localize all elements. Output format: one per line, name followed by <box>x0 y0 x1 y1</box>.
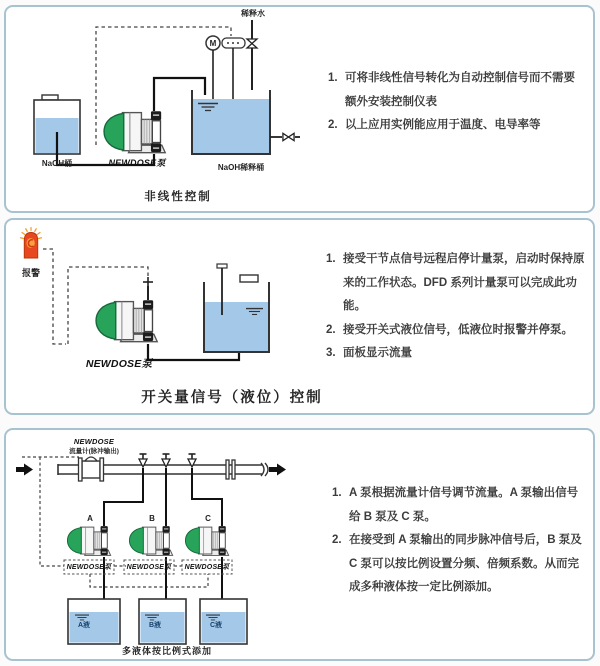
pump-a-brand-label: NEWDOSE泵 <box>66 564 112 571</box>
note-item <box>326 342 588 366</box>
panel3-caption: 多液体按比例式添加 <box>121 646 212 656</box>
note-number: 2. <box>326 323 336 336</box>
note-number: 2. <box>332 534 342 547</box>
pump-a-tag: A <box>87 514 93 523</box>
flow-out-arrow-icon <box>269 464 286 476</box>
panel-proportional-dosing <box>4 428 595 661</box>
pump-b-tag: B <box>149 514 155 523</box>
chemical-tank <box>204 275 269 352</box>
tank-c-label: C液 <box>209 622 223 629</box>
dosing-pump <box>96 300 157 341</box>
naoh-tank-label: NaOH桶 <box>41 159 73 168</box>
note-text: 可将非线性信号转化为自动控制信号而不需要额外安装控制仪表 <box>345 72 575 108</box>
pump-brand-label: NEWDOSE泵 <box>85 358 153 370</box>
transmitter-box <box>222 38 245 48</box>
panel1-caption: 非线性控制 <box>144 191 212 203</box>
outlet-valve-icon <box>283 133 294 140</box>
note-text: 面板显示流量 <box>343 347 412 360</box>
tank-a-label: A液 <box>77 622 91 629</box>
water-valve-icon <box>247 39 257 48</box>
panel3-notes <box>332 482 588 600</box>
flowmeter-signal-dashed-line <box>22 457 208 587</box>
note-item <box>326 319 588 343</box>
note-text: 接受开关式液位信号，低液位时报警并停泵。 <box>343 323 573 336</box>
pump-c-tag: C <box>205 514 211 523</box>
pump-c <box>185 526 228 555</box>
panel-level-control <box>4 218 595 415</box>
note-number: 1. <box>326 253 336 265</box>
panel2-notes <box>326 248 588 366</box>
pump-b-brand-label: NEWDOSE泵 <box>126 564 172 571</box>
flowmeter-brand-label: NEWDOSE <box>73 437 115 446</box>
note-item <box>332 529 588 600</box>
alarm-label: 报警 <box>21 268 40 278</box>
dilution-water-label: 稀释水 <box>241 9 265 18</box>
note-number: 1. <box>328 72 338 84</box>
pump-brand-label: NEWDOSE泵 <box>108 158 166 168</box>
tank-b-label: B液 <box>148 622 162 629</box>
dilution-tank <box>192 90 270 154</box>
note-number: 3. <box>326 347 336 360</box>
pump-b <box>129 526 172 555</box>
note-item <box>332 482 588 529</box>
pump-a <box>67 526 110 555</box>
note-text: 接受干节点信号远程启停计量泵，启动时保持原来的工作状态。DFD 系列计量泵可以完成此功能。 <box>343 253 585 313</box>
dilution-tank-label: NaOH稀释桶 <box>217 163 265 172</box>
alarm-lamp-icon <box>21 228 42 258</box>
panel2-caption: 开关量信号（液位）控制 <box>141 390 323 406</box>
dosing-pump <box>104 111 165 152</box>
motor-letter: M <box>209 39 217 48</box>
note-number: 2. <box>328 119 338 132</box>
pump-c-brand-label: NEWDOSE泵 <box>184 564 230 571</box>
note-item <box>328 67 586 114</box>
inlet-cross-fitting <box>143 277 153 287</box>
flowmeter <box>79 457 104 481</box>
note-text: 以上应用实例能应用于温度、电导率等 <box>345 119 541 132</box>
flowmeter-label: 流量计(脉冲输出) <box>69 448 119 455</box>
note-text: A 泵根据流量计信号调节流量。A 泵输出信号给 B 泵及 C 泵。 <box>349 487 579 523</box>
panel-nonlinear-control <box>4 5 595 213</box>
flow-in-arrow-icon <box>16 464 33 476</box>
note-item <box>328 114 586 138</box>
note-text: 在接受到 A 泵输出的同步脉冲信号后，B 泵及 C 泵可以按比例设置分频、倍频系数。从而完成多种液体按一定比例添加。 <box>349 534 582 594</box>
panel1-notes <box>328 67 586 138</box>
note-number: 1. <box>332 487 342 499</box>
note-item <box>326 248 588 319</box>
